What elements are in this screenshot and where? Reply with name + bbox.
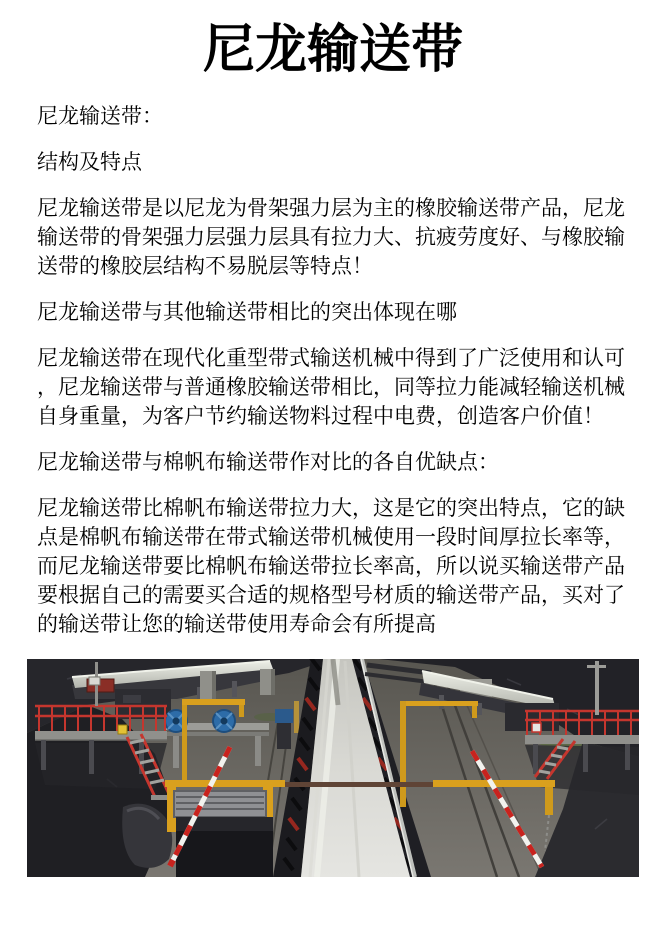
paragraph-canvas-heading: 尼龙输送带与棉帆布输送带作对比的各自优缺点： <box>37 451 499 474</box>
paragraph-intro-label: 尼龙输送带： <box>37 105 163 128</box>
paragraph-structure-body: 尼龙输送带是以尼龙为骨架强力层为主的橡胶输送带产品，尼龙输送带的骨架强力层强力层具有拉力大、抗疲劳度好、与橡胶输送带的橡胶层结构不易脱层等特点！ <box>37 197 625 278</box>
bottom-left-machine <box>167 782 273 877</box>
article-body <box>37 102 631 639</box>
conveyor-site-photo <box>27 659 639 877</box>
paragraph-structure-heading: 结构及特点 <box>37 151 142 174</box>
paragraph-canvas-body: 尼龙输送带比棉帆布输送带拉力大，这是它的突出特点，它的缺点是棉帆布输送带在带式输送带机械使用一段时间厚拉长率等，而尼龙输送带要比棉帆布输送带拉长率高，所以说买输送带产品要根据自己的需要买合适的规格型号材质的输送带产品，买对了的输送带让您的输送带使用寿命会有所提高 <box>37 497 625 636</box>
paragraph-comparison-body: 尼龙输送带在现代化重型带式输送机械中得到了广泛使用和认可，尼龙输送带与普通橡胶输送带相比，同等拉力能减轻输送机械自身重量，为客户节约输送物料过程中电费，创造客户价值！ <box>37 347 625 428</box>
page-title: 尼龙输送带 <box>202 21 463 79</box>
paragraph-comparison-heading: 尼龙输送带与其他输送带相比的突出体现在哪 <box>37 301 457 324</box>
conveyor-photo-illustration <box>27 659 639 877</box>
